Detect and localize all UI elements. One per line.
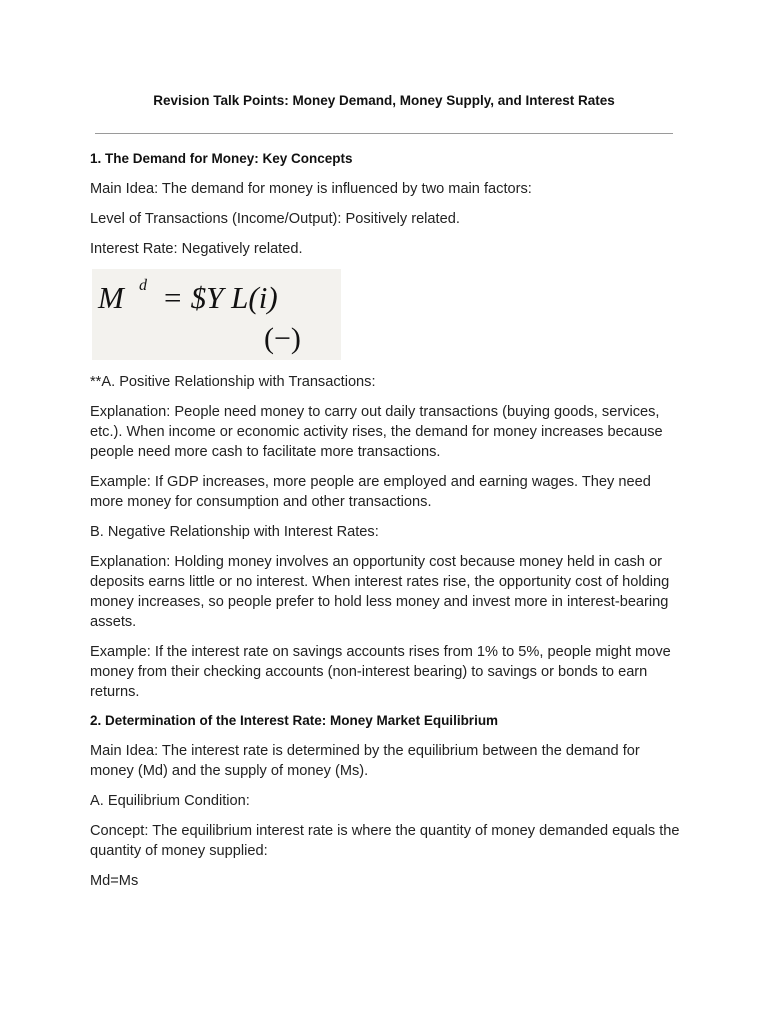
section-2-subsection-a-heading: A. Equilibrium Condition: [90,793,250,809]
formula-superscript-d: d [139,277,147,294]
section-2-main-idea: Main Idea: The interest rate is determined by the equilibrium between the demand for money (Md) and the supply of money (Ms). [90,743,640,779]
money-demand-formula-image [92,269,341,360]
equilibrium-equation: Md=Ms [90,873,139,889]
section-1-main-idea: Main Idea: The demand for money is influenced by two main factors: [90,181,532,197]
formula-negative-sign: (−) [264,322,301,355]
subsection-a-explanation: Explanation: People need money to carry out daily transactions (buying goods, services, etc.). When income or economic activity rises, the demand for money increases because people need more cash to facilitate more transactions. [90,404,663,460]
subsection-b-example: Example: If the interest rate on savings accounts rises from 1% to 5%, people might move money from their checking accounts (non-interest bearing) to savings or bonds to earn returns. [90,644,671,700]
title-divider [95,133,673,134]
factor-interest-rate: Interest Rate: Negatively related. [90,241,303,257]
document-title: Revision Talk Points: Money Demand, Money Supply, and Interest Rates [153,93,615,108]
factor-transactions: Level of Transactions (Income/Output): Positively related. [90,211,460,227]
subsection-b-explanation: Explanation: Holding money involves an opportunity cost because money held in cash or deposits earns little or no interest. When interest rates rise, the opportunity cost of holding money increases, so people prefer to hold less money and invest more in interest-bearing assets. [90,554,670,630]
subsection-b-heading: B. Negative Relationship with Interest Rates: [90,524,379,540]
subsection-a-example: Example: If GDP increases, more people are employed and earning wages. They need more money for consumption and other transactions. [90,474,651,510]
section-2-concept: Concept: The equilibrium interest rate is where the quantity of money demanded equals the quantity of money supplied: [90,823,680,859]
section-2-heading: 2. Determination of the Interest Rate: Money Market Equilibrium [90,713,499,728]
formula-m: M [98,280,124,315]
formula-rhs: = $Y L(i) [162,280,278,315]
section-1-heading: 1. The Demand for Money: Key Concepts [90,151,353,166]
document-body [90,150,680,901]
money-demand-formula [92,269,341,360]
subsection-a-heading: **A. Positive Relationship with Transactions: [90,374,376,390]
